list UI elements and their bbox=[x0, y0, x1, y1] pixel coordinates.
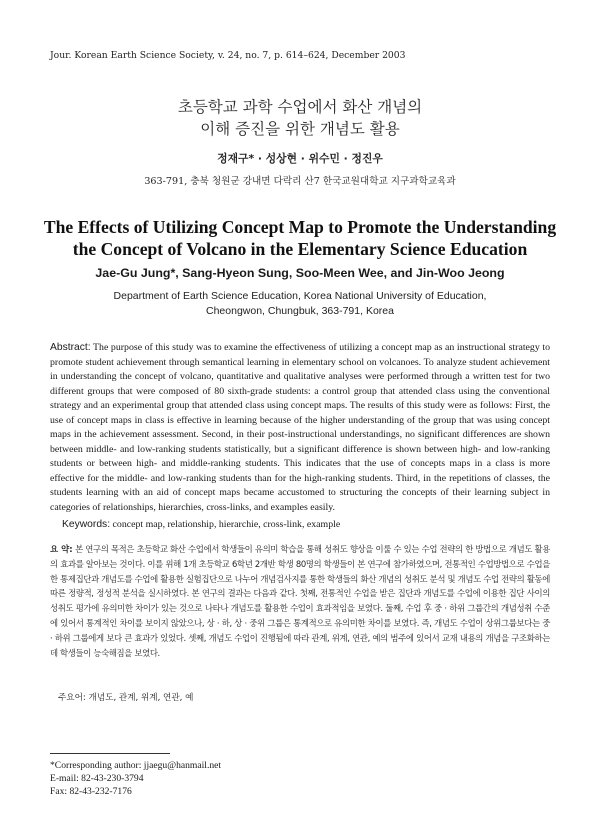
korean-abstract-label: 요 약: bbox=[50, 544, 73, 554]
footnote-fax: Fax: 82-43-232-7176 bbox=[50, 786, 132, 797]
footnote-corresponding-author: *Corresponding author: jjaegu@hanmail.net bbox=[50, 760, 222, 771]
footnote-email: E-mail: 82-43-230-3794 bbox=[50, 773, 144, 784]
korean-keywords-label: 주요어: bbox=[58, 693, 86, 703]
footnote-divider bbox=[50, 753, 170, 754]
korean-abstract bbox=[50, 542, 550, 660]
english-abstract bbox=[50, 341, 550, 516]
korean-title-line2: 이해 증진을 위한 개념도 활용 bbox=[200, 120, 400, 138]
english-authors: Jae-Gu Jung*, Sang-Hyeon Sung, Soo-Meen Wee, and Jin-Woo Jeong bbox=[95, 266, 505, 280]
english-affiliation-line2: Cheongwon, Chungbuk, 363-791, Korea bbox=[206, 305, 394, 317]
korean-title-line1: 초등학교 과학 수업에서 화산 개념의 bbox=[177, 98, 423, 116]
korean-keywords-text: 개념도, 관계, 위계, 연관, 예 bbox=[88, 693, 194, 703]
keywords-label: Keywords: bbox=[62, 519, 111, 530]
english-title-line2: the Concept of Volcano in the Elementary Science Education bbox=[72, 239, 528, 259]
journal-citation: Jour. Korean Earth Science Society, v. 24, no. 7, p. 614–624, December 2003 bbox=[50, 50, 406, 61]
korean-affiliation: 363-791, 충북 청원군 강내면 다락리 산7 한국교원대학교 지구과학교육과 bbox=[144, 176, 456, 187]
korean-authors: 정재구* · 성상현 · 위수민 · 정진우 bbox=[217, 152, 383, 165]
korean-abstract-text: 본 연구의 목적은 초등학교 화산 수업에서 학생들이 유의미 학습을 통해 성취도 향상을 이룰 수 있는 수업 전략의 한 방법으로 개념도 활용의 효과를 알아보는 것이다. 이를 위해 1개 초등학교 6학년 2개반 학생 80명의 학생들이 본 연구에 참가하였으며, 전통적인 수업방법으로 수업을 한 통제집단과 개념도를 수업에 활용한 실험집단으로 나누어 개념검사지를 통한 학생들의 화산 개념의 성취도 분석 및 개념도 수업 전략의 활동에 따른 정량적, 정성적 분석을 실시하였다. 본 연구의 결과는 다음과 같다. 첫째, 전통적인 수업을 받은 집단과 개념도를 수업에 이용한 집단 사이의 성취도 평가에 유의미한 차이가 있는 것으로 나타나 개념도를 활용한 수업이 효과적임을 보였다. 둘째, 수업 후 중 · 하위 그룹간의 개념성취 수준에 있어서 통계적인 차이를 보이지 않았으나, 상 · 하, 상 · 중위 그룹은 통계적으로 유의미한 차이를 보였다. 즉, 개념도 수업이 상위그룹보다는 중 · 하위 그룹에게 보다 큰 효과가 있었다. 셋째, 개념도 수업이 진행됨에 따라 관계, 위계, 연관, 예의 범주에 있어서 교재 내용의 개념을 구조화하는데 학생들이 능숙해짐을 보였다. bbox=[50, 544, 550, 658]
english-title-line1: The Effects of Utilizing Concept Map to Promote the Understanding bbox=[43, 217, 557, 237]
english-keywords bbox=[62, 519, 550, 530]
abstract-text: The purpose of this study was to examine the effectiveness of utilizing a concept map as an instructional strategy to promote student achievement through semantical learning in elementary school on volcanoes. To analyze student achievement in understanding the concept of volcano, quantitative and qualitative analyses were performed through a written test for two different groups that were composed of 80 sixth-grade students: a control group that attended class using the conventional strategy and an experimental group that attended class using concept maps. The results of this study were as follows: First, the use of concept maps in class is effective in learning because of the higher understanding of the group that was using concept maps in the achievement assessment. Second, in their post-instructional understandings, no significant differences are shown between middle- and low-ranking students statistically, but a significant difference is shown between high- and low-ranking students or between high- and middle-ranking students. This indicates that the use of concepts maps in a class is more effective for the middle- and low-ranking students than for the high-ranking students. Third, in the repetitions of classes, the students learning with an aid of concept maps became accustomed to structuring the concepts of their learning subject in categories of relationships, hierarchies, cross-links, and examples easily. bbox=[50, 342, 550, 514]
english-affiliation-line1: Department of Earth Science Education, Korea National University of Education, bbox=[113, 290, 487, 302]
korean-keywords bbox=[58, 691, 550, 703]
keywords-text: concept map, relationship, hierarchie, cross-link, example bbox=[112, 519, 341, 530]
abstract-label: Abstract: bbox=[50, 342, 91, 353]
